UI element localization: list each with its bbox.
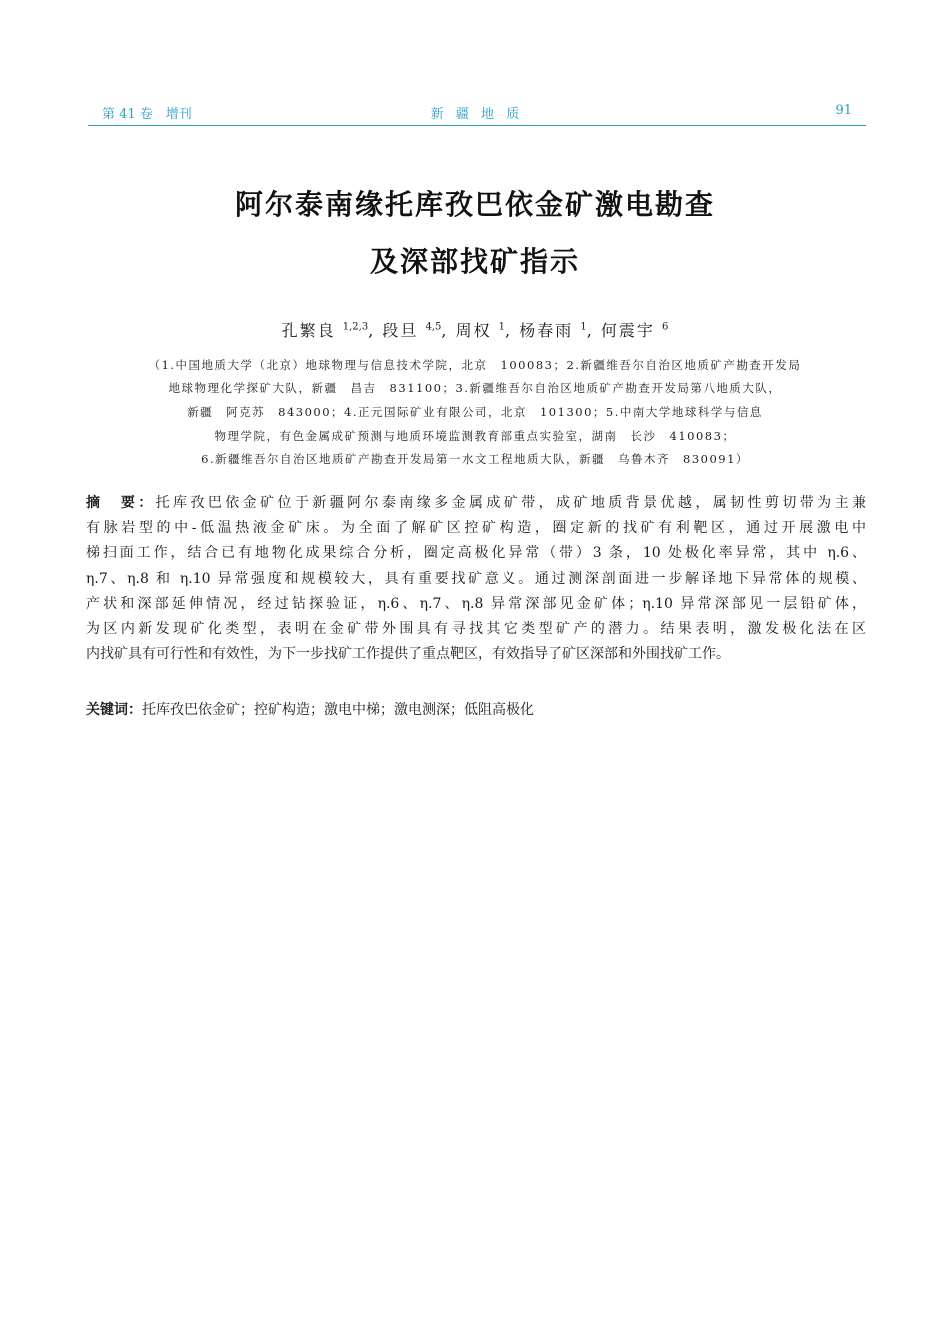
author-name: 段旦 <box>382 321 419 340</box>
abstract-line: 为区内新发现矿化类型，表明在金矿带外围具有寻找其它类型矿产的潜力。结果表明，激发极化法在区 <box>86 621 866 638</box>
affiliation-line: 新疆 阿克苏 843000；4.正元国际矿业有限公司，北京 101300；5.中南大学地球科学与信息 <box>187 405 763 419</box>
abstract-label: 摘 要： <box>86 495 156 511</box>
author-affiliation-mark: 6 <box>661 321 669 333</box>
author-name: 周权 <box>455 321 492 340</box>
paper-title-line-2: 及深部找矿指示 <box>369 245 580 278</box>
affiliation-line: 6.新疆维吾尔自治区地质矿产勘查开发局第一水文工程地质大队，新疆 乌鲁木齐 830091） <box>201 452 749 466</box>
author-name: 孔繁良 <box>281 321 336 340</box>
journal-name: 新 疆 地 质 <box>430 107 524 122</box>
author-affiliation-mark: 1 <box>580 321 587 333</box>
paper-title-line-1: 阿尔泰南缘托库孜巴依金矿激电勘查 <box>234 188 715 221</box>
abstract-line <box>86 491 866 516</box>
running-header <box>88 101 866 126</box>
author-name: 杨春雨 <box>519 321 574 340</box>
abstract-text: 托库孜巴依金矿位于新疆阿尔泰南缘多金属成矿带，成矿地质背景优越，属韧性剪切带为主兼 <box>155 495 867 511</box>
page-number: 91 <box>835 103 852 118</box>
abstract <box>86 491 866 667</box>
author-list: 孔繁良 $^{1,2,3}$, 段旦 $^{4,5}$, 周权 $^1$, 杨春雨 $^1$, 何震宇 $^6$ <box>281 321 669 340</box>
author-name: 何震宇 <box>600 321 655 340</box>
affiliation-line: 物理学院，有色金属成矿预测与地质环境监测教育部重点实验室，湖南 长沙 410083； <box>214 429 736 443</box>
author-affiliation-mark: 1 <box>498 321 506 333</box>
volume-info: 第 41 卷 增刊 <box>102 107 192 122</box>
abstract-line: 有脉岩型的中-低温热液金矿床。为全面了解矿区控矿构造，圈定新的找矿有利靶区，通过开展激电中 <box>86 520 866 537</box>
keywords-label: 关键词： <box>86 702 142 718</box>
author-affiliation-mark: 4,5 <box>425 321 442 333</box>
keywords <box>86 698 866 722</box>
keywords-text: 托库孜巴依金矿；控矿构造；激电中梯；激电测深；低阻高极化 <box>142 702 534 718</box>
abstract-line: 内找矿具有可行性和有效性，为下一步找矿工作提供了重点靶区，有效指导了矿区深部和外围找矿工作。 <box>86 646 730 663</box>
affiliation-line: 地球物理化学探矿大队，新疆 昌吉 831100；3.新疆维吾尔自治区地质矿产勘查开发局第八地质大队， <box>168 381 782 395</box>
abstract-line: 梯扫面工作，结合已有地物化成果综合分析，圈定高极化异常（带）3 条，10 处极化率异常，其中 η.6、 <box>86 545 866 562</box>
author-affiliation-mark: 1,2,3 <box>342 321 369 333</box>
abstract-line: 产状和深部延伸情况，经过钻探验证，η.6、η.7、η.8 异常深部见金矿体；η.10 异常深部见一层铅矿体， <box>86 595 866 612</box>
abstract-line: η.7、η.8 和 η.10 异常强度和规模较大，具有重要找矿意义。通过测深剖面进一步解译地下异常体的规模、 <box>86 570 866 587</box>
affiliation-line: （1.中国地质大学（北京）地球物理与信息技术学院，北京 100083；2.新疆维吾尔自治区地质矿产勘查开发局 <box>148 358 802 372</box>
